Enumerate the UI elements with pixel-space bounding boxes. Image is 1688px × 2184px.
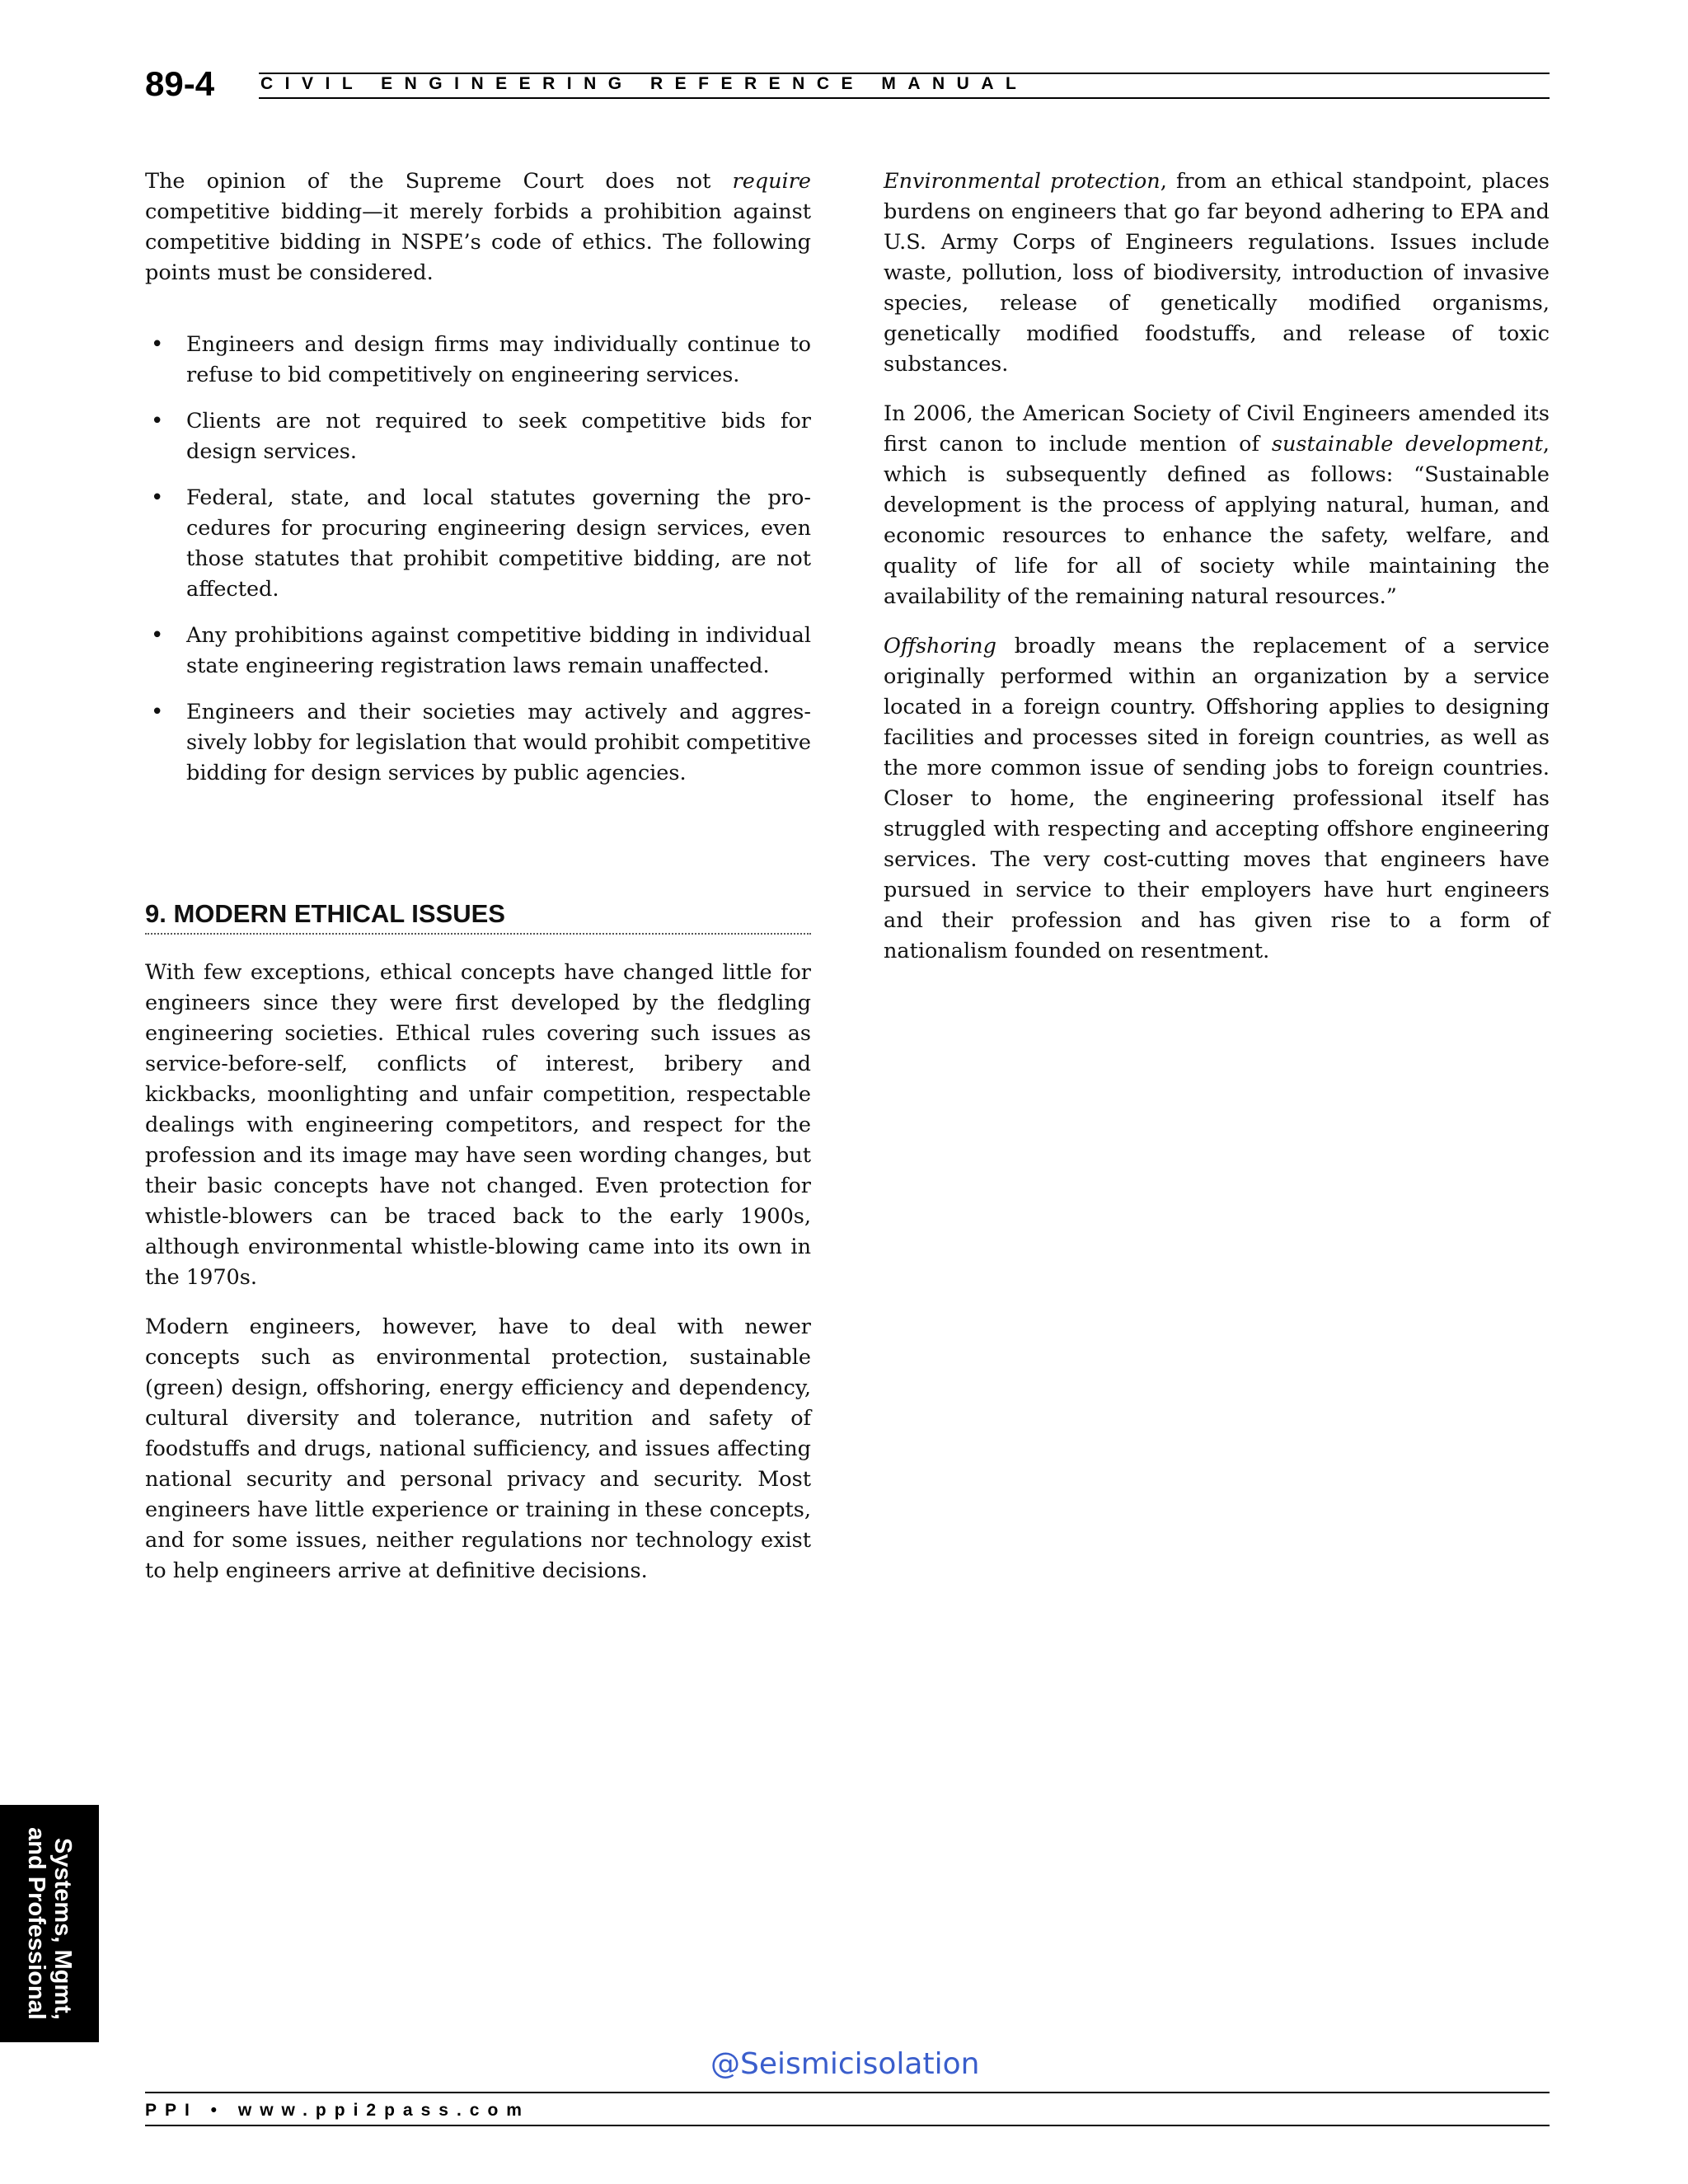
paragraph-ethics-history: With few exceptions, ethical concepts have changed little for engineers since they were first developed by the fledgling engineering societies. Ethical rules covering such issues as service-before-self, conflicts of interest, bribery and kickbacks, moonlighting and unfair competition, respectable dealings with engineering competitors, and respect for the profession and its image may have seen wording changes, but their basic concepts have not changed. Even protection for whistle-blowers can be traced back to the early 1900s, although environmental whistle-blowing came into its own in the 1970s.: [145, 960, 811, 1290]
right-column: [884, 166, 1550, 986]
bullet-item: [145, 330, 811, 391]
bullet-icon: •: [151, 409, 164, 434]
bullet-text: Engineers and their societies may actively and aggressively lobby for legislation that would prohibit competitive bidding for design services by public agencies.: [186, 700, 811, 785]
intro-paragraph: [145, 166, 811, 288]
bullet-text: Any prohibitions against competitive bidding in individual state engineering registration laws remain unaffected.: [186, 623, 811, 678]
bullet-item: [145, 621, 811, 682]
bullet-item: [145, 483, 811, 605]
intro-italic: require: [732, 169, 811, 194]
side-tab-line-2: and Professional: [23, 1827, 49, 2020]
bullet-icon: •: [151, 332, 164, 357]
bullet-text: Federal, state, and local statutes governing the procedures for procuring engineering design services, even those statutes that prohibit competitive bidding, are not affected.: [186, 485, 811, 602]
header-rule-bottom: [259, 97, 1550, 99]
intro-text-1: The opinion of the Supreme Court does not: [145, 169, 733, 194]
section-heading: 9. MODERN ETHICAL ISSUES: [145, 898, 811, 935]
intro-text-2: competitive bidding—it merely forbids a prohibition against competitive bidding in NSPE’s code of ethics. The following points must be considered.: [145, 199, 811, 285]
bullet-icon: •: [151, 623, 164, 648]
asce-text-2: , which is subsequently defined as follows: “Sustainable development is the process of applying natural, human, and economic resources to enhance the safety, welfare, and quality of life for all of society while maintaining the availability of the remaining natural resources.”: [884, 432, 1550, 609]
paragraph-modern-concepts: Modern engineers, however, have to deal with newer concepts such as environmental protection, sustainable (green) design, offshoring, energy efficiency and dependency, cultural diversity and tolerance, nutrition and safety of foodstuffs and drugs, national sufficiency, and issues affecting national security and personal privacy and security. Most engineers have little experience or training in these concepts, and for some issues, neither regulations nor technology exist to help engineers arrive at definitive decisions.: [145, 1315, 811, 1583]
offshoring-italic: Offshoring: [884, 634, 996, 658]
footer-text: PPI • www.ppi2pass.com: [145, 2101, 530, 2120]
bullet-item: [145, 697, 811, 789]
asce-text-1: In 2006, the American Society of Civil Engineers amended its first canon to include mention of: [884, 401, 1550, 457]
paragraph-environmental: [884, 166, 1550, 380]
bullet-item: [145, 406, 811, 467]
bullet-text: Clients are not required to seek competitive bids for design services.: [186, 409, 811, 464]
page-number: 89-4: [145, 64, 215, 103]
paragraph-asce: [884, 399, 1550, 612]
bullet-text: Engineers and design firms may individually continue to refuse to bid competitively on engineering services.: [186, 332, 811, 387]
bullet-list: [145, 330, 811, 789]
page-header: [145, 66, 1550, 102]
footer-rule-bottom: [145, 2125, 1550, 2126]
side-tab-line-1: Systems, Mgmt,: [49, 1838, 76, 2020]
side-tab-label: [23, 1827, 76, 2020]
paragraph-offshoring: [884, 631, 1550, 967]
asce-italic: sustainable development: [1271, 432, 1543, 457]
env-text: , from an ethical standpoint, places burdens on engineers that go far beyond adhering to EPA and U.S. Army Corps of Engineers regulations. Issues include waste, pollution, loss of biodiversity, introduction of invasive species, release of genetically modified organisms, genetically modified foodstuffs, and release of toxic substances.: [884, 169, 1550, 377]
bullet-icon: •: [151, 485, 164, 510]
running-title: CIVIL ENGINEERING REFERENCE MANUAL: [260, 74, 1029, 93]
bullet-icon: •: [151, 700, 164, 724]
section-side-tab: [0, 1805, 99, 2042]
watermark: @Seismicisolation: [710, 2047, 980, 2081]
offshoring-text: broadly means the replacement of a service originally performed within an organization by a service located in a foreign country. Offshoring applies to designing facilities and processes sited in foreign countries, as well as the more common issue of sending jobs to foreign countries. Closer to home, the engineering professional itself has struggled with respecting and accepting offshore engineering services. The very cost-cutting moves that engineers have pursued in service to their employers have hurt engineers and their profession and has given rise to a form of nationalism founded on resentment.: [884, 634, 1550, 963]
left-column: [145, 166, 811, 1605]
env-italic: Environmental protection: [884, 169, 1160, 194]
footer-rule-top: [145, 2092, 1550, 2093]
